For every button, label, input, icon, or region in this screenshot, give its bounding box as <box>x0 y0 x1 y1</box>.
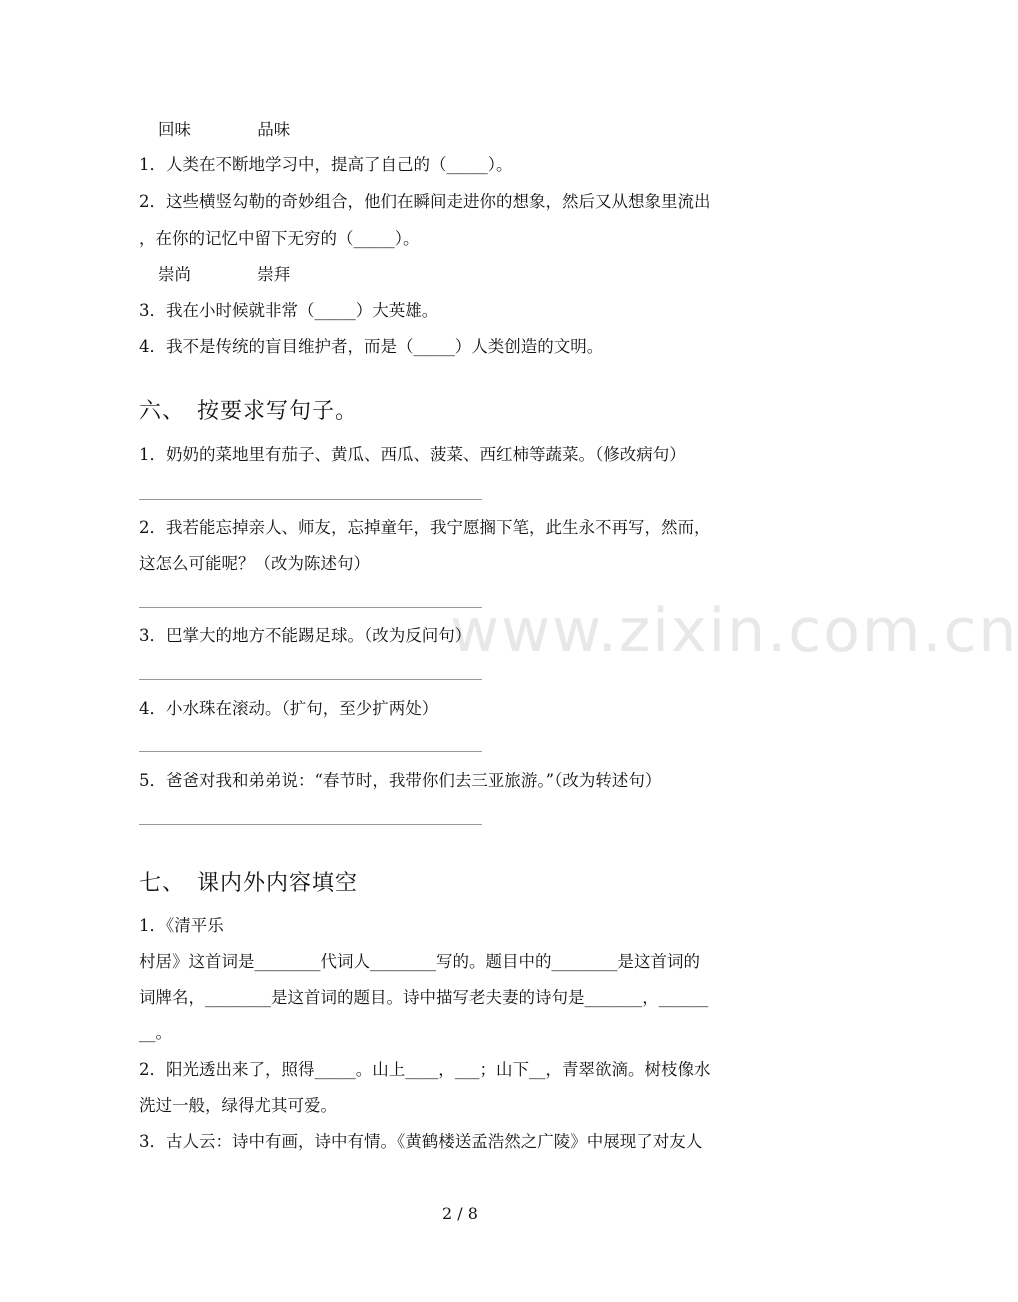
question-line: 词牌名，________是这首词的题目。诗中描写老夫妻的诗句是_______，______ <box>139 988 709 1007</box>
answer-line <box>139 751 482 752</box>
answer-line <box>139 679 482 680</box>
word-choice: 崇尚 <box>158 265 191 284</box>
question-line: 洗过一般，绿得尤其可爱。 <box>139 1096 337 1115</box>
question-line: 1．奶奶的菜地里有茄子、黄瓜、西瓜、菠菜、西红柿等蔬菜。（修改病句） <box>139 445 686 464</box>
watermark: www.zixin.com.cn <box>450 596 1018 666</box>
word-choice: 品味 <box>257 120 291 139</box>
question-line: 2．阳光透出来了，照得_____。山上____，___；山下__，青翠欲滴。树枝像水 <box>139 1060 711 1079</box>
question-line: 1．《清平乐 <box>139 916 224 935</box>
page-number: 2 / 8 <box>442 1204 478 1223</box>
word-choices-b <box>158 263 351 287</box>
question-line: 这怎么可能呢？（改为陈述句） <box>139 554 370 573</box>
question-line: 4．我不是传统的盲目维护者，而是（_____）人类创造的文明。 <box>139 337 604 356</box>
question-line: 3．古人云：诗中有画，诗中有情。《黄鹤楼送孟浩然之广陵》中展现了对友人 <box>139 1132 703 1151</box>
question-line: 村居》这首词是________代词人________写的。题目中的________是这首词的 <box>139 952 700 971</box>
question-line: 3．我在小时候就非常（_____）大英雄。 <box>139 301 439 320</box>
word-choices-a <box>158 118 351 142</box>
answer-line <box>139 824 482 825</box>
answer-line <box>139 607 482 608</box>
section-heading: 六、 按要求写句子。 <box>139 399 359 424</box>
question-line: 3．巴掌大的地方不能踢足球。（改为反问句） <box>139 626 472 645</box>
question-line: 2．我若能忘掉亲人、师友，忘掉童年，我宁愿搁下笔，此生永不再写，然而， <box>139 518 711 537</box>
question-line: 1．人类在不断地学习中，提高了自己的（_____）。 <box>139 155 513 174</box>
question-line: __。 <box>139 1023 172 1042</box>
question-line: 2．这些横竖勾勒的奇妙组合，他们在瞬间走进你的想象，然后又从想象里流出 <box>139 192 711 211</box>
word-choice: 崇拜 <box>257 265 291 284</box>
question-line: 5．爸爸对我和弟弟说：“春节时，我带你们去三亚旅游。”（改为转述句） <box>139 771 662 790</box>
question-line: 4．小水珠在滚动。（扩句，至少扩两处） <box>139 699 439 718</box>
question-line: ，在你的记忆中留下无穷的（_____）。 <box>139 229 420 248</box>
answer-line <box>139 499 482 500</box>
section-heading: 七、 课内外内容填空 <box>139 871 359 896</box>
word-choice: 回味 <box>158 120 191 139</box>
